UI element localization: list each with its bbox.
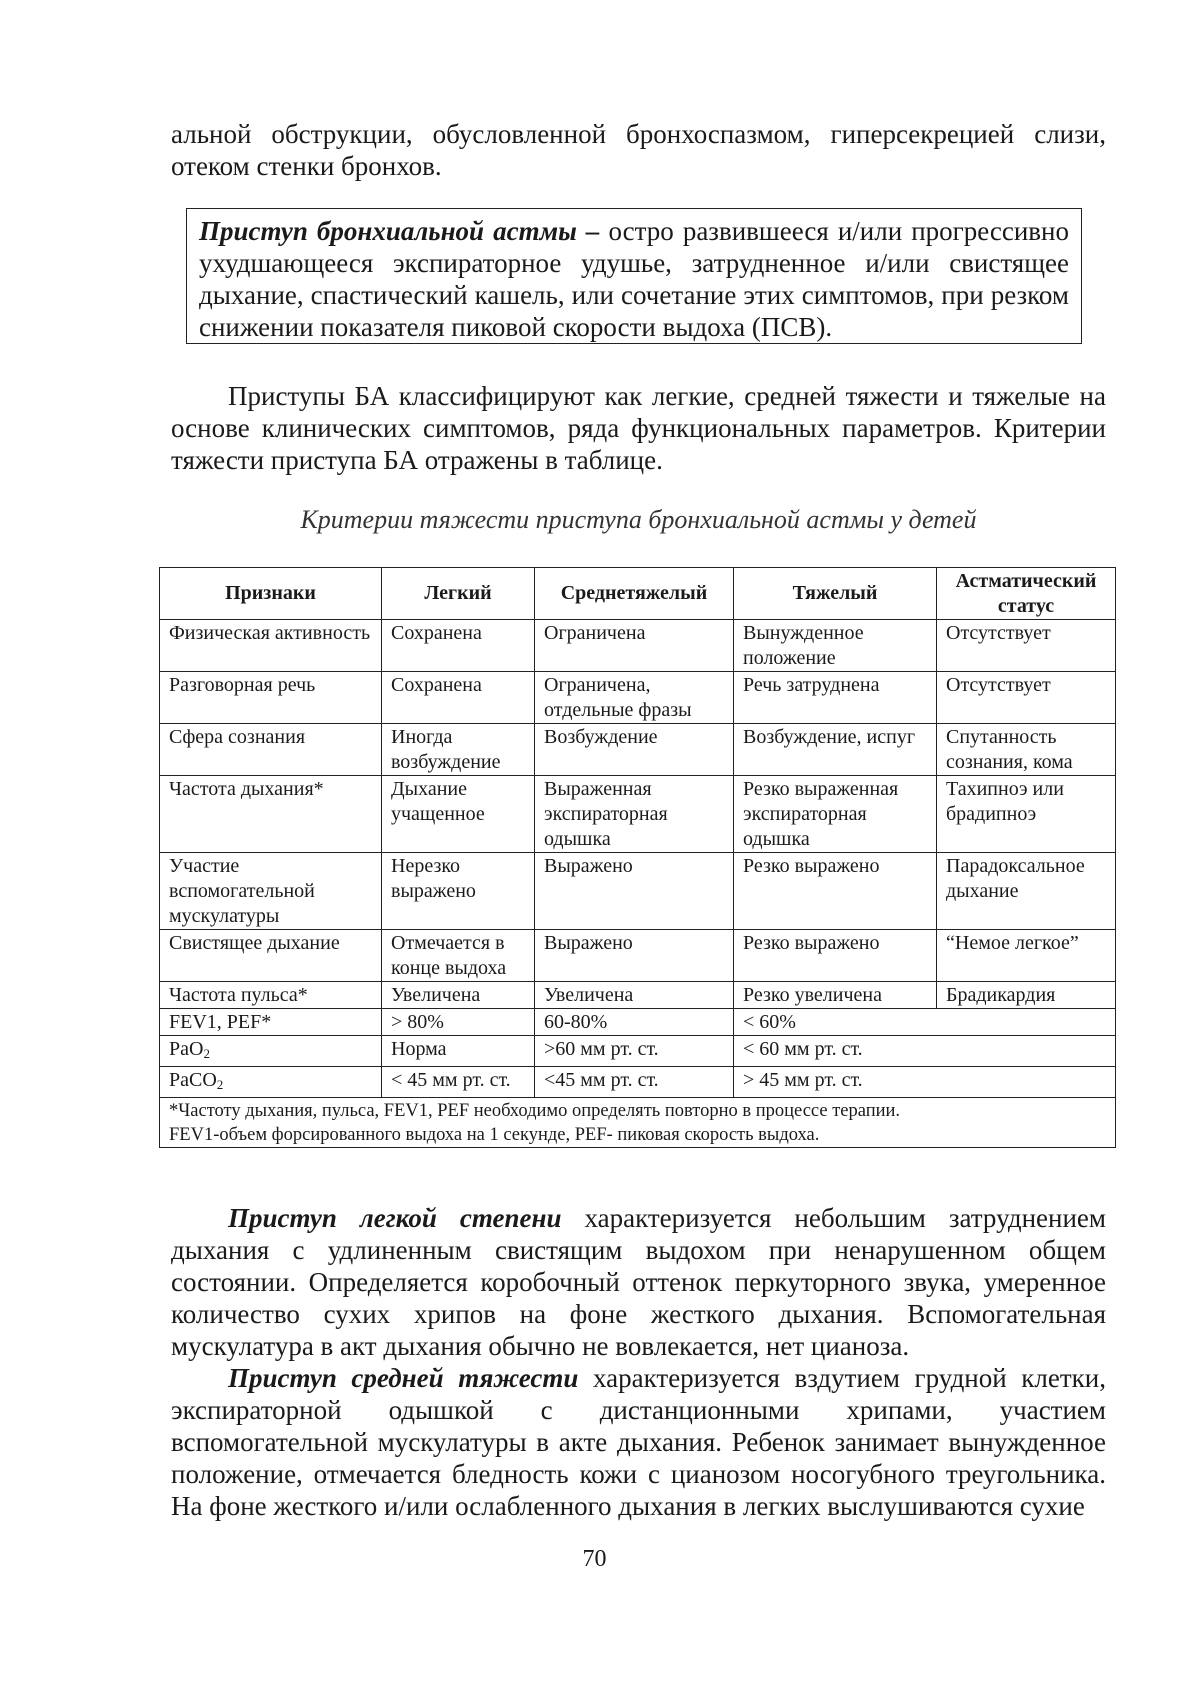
cell-moderate: 60-80%: [535, 1009, 734, 1036]
cell-mild: Дыхание учащенное: [382, 776, 535, 853]
cell-status: Отсутствует: [937, 620, 1116, 672]
cell-severe: Речь затруднена: [734, 672, 937, 724]
cell-severe: Вынужденное положение: [734, 620, 937, 672]
cell-sign: Физическая активность: [160, 620, 382, 672]
cell-sign: Сфера сознания: [160, 724, 382, 776]
cell-severe: < 60%: [734, 1009, 1116, 1036]
cell-mild: Увеличена: [382, 982, 535, 1009]
table-note-line: *Частоту дыхания, пульса, FEV1, PEF необходимо определять повторно в процессе терапии.: [169, 1101, 901, 1121]
table-note-line: FEV1-объем форсированного выдоха на 1 секунде, PEF- пиковая скорость выдоха.: [169, 1125, 820, 1145]
cell-sign: FEV1, PEF*: [160, 1009, 382, 1036]
moderate-attack-text: характеризуется вздутием грудной клетки, экспираторной одышкой с дистанционными хрипами, участием вспомогательной мускулатуры в акте дыхания. Ребенок занимает вынужденное положение, отмечается бледность кожи с цианозом носогубного треугольника. На фоне жесткого и/или ослабленного дыхания в легких выслушиваются сухие: [171, 1363, 1106, 1521]
cell-severe: Возбуждение, испуг: [734, 724, 937, 776]
cell-mild: Отмечается в конце выдоха: [382, 930, 535, 982]
cell-moderate: Возбуждение: [535, 724, 734, 776]
cell-mild: Сохранена: [382, 620, 535, 672]
cell-moderate: <45 мм рт. ст.: [535, 1067, 734, 1098]
table-row: [160, 1009, 1116, 1036]
cell-sign: Разговорная речь: [160, 672, 382, 724]
table-row: [160, 930, 1116, 982]
mild-attack-term: Приступ легкой степени: [228, 1203, 562, 1233]
header-moderate: Среднетяжелый: [535, 568, 734, 620]
cell-severe: Резко увеличена: [734, 982, 937, 1009]
cell-mild: Нерезко выражено: [382, 853, 535, 930]
table-caption: Критерии тяжести приступа бронхиальной астмы у детей: [300, 505, 977, 534]
moderate-attack-paragraph: [171, 1362, 1106, 1522]
header-severe: Тяжелый: [734, 568, 937, 620]
classification-paragraph: Приступы БА классифицируют как легкие, средней тяжести и тяжелые на основе клинических симптомов, ряда функциональных параметров. Критерии тяжести приступа БА отражены в таблице.: [171, 381, 1106, 475]
header-status: Астматический статус: [937, 568, 1116, 620]
cell-severe: Резко выраженная экспираторная одышка: [734, 776, 937, 853]
table-row: [160, 724, 1116, 776]
cell-status: Отсутствует: [937, 672, 1116, 724]
table-row: [160, 1036, 1116, 1067]
cell-moderate: Ограничена, отдельные фразы: [535, 672, 734, 724]
table-row: [160, 672, 1116, 724]
table-header-row: [160, 568, 1116, 620]
header-signs: Признаки: [160, 568, 382, 620]
table-row: [160, 1067, 1116, 1098]
cell-mild: Норма: [382, 1036, 535, 1067]
sign-main: PaCO: [169, 1069, 217, 1091]
cell-status: Спутанность сознания, кома: [937, 724, 1116, 776]
header-mild: Легкий: [382, 568, 535, 620]
cell-sign: Частота пульса*: [160, 982, 382, 1009]
table-row: [160, 853, 1116, 930]
cell-severe: Резко выражено: [734, 853, 937, 930]
cell-moderate: Ограничена: [535, 620, 734, 672]
mild-attack-paragraph: [171, 1202, 1106, 1362]
severity-criteria-table: [159, 567, 1116, 1148]
cell-severe: > 45 мм рт. ст.: [734, 1067, 1116, 1098]
cell-moderate: Увеличена: [535, 982, 734, 1009]
cell-status: Тахипноэ или брадипноэ: [937, 776, 1116, 853]
sign-subscript: 2: [216, 1077, 224, 1092]
cell-severe: Резко выражено: [734, 930, 937, 982]
cell-status: Парадоксальное дыхание: [937, 853, 1116, 930]
cell-moderate: >60 мм рт. ст.: [535, 1036, 734, 1067]
table-row: [160, 620, 1116, 672]
table-note: [160, 1098, 1116, 1148]
page-number: 70: [582, 1546, 607, 1572]
definition-term: Приступ бронхиальной астмы –: [199, 216, 600, 246]
cell-mild: Иногда возбуждение: [382, 724, 535, 776]
cell-status: “Немое легкое”: [937, 930, 1116, 982]
intro-paragraph: альной обструкции, обусловленной бронхоспазмом, гиперсекрецией слизи, отеком стенки бронхов.: [171, 119, 1106, 181]
cell-severe: < 60 мм рт. ст.: [734, 1036, 1116, 1067]
table-row: [160, 776, 1116, 853]
sign-main: PaO: [169, 1038, 204, 1060]
cell-mild: > 80%: [382, 1009, 535, 1036]
cell-status: Брадикардия: [937, 982, 1116, 1009]
cell-sign: Свистящее дыхание: [160, 930, 382, 982]
cell-sign: [160, 1036, 382, 1067]
cell-moderate: Выражено: [535, 853, 734, 930]
cell-mild: < 45 мм рт. ст.: [382, 1067, 535, 1098]
cell-sign: [160, 1067, 382, 1098]
mild-attack-text: характеризуется небольшим затруднением дыхания с удлиненным свистящим выдохом при ненарушенном общем состоянии. Определяется коробочный оттенок перкуторного звука, умеренное количество сухих хрипов на фоне жесткого дыхания. Вспомогательная мускулатура в акт дыхания обычно не вовлекается, нет цианоза.: [171, 1203, 1107, 1361]
sign-subscript: 2: [203, 1046, 210, 1061]
cell-mild: Сохранена: [382, 672, 535, 724]
cell-moderate: Выражено: [535, 930, 734, 982]
cell-sign: Участие вспомогательной мускулатуры: [160, 853, 382, 930]
table-note-row: [160, 1098, 1116, 1148]
cell-moderate: Выраженная экспираторная одышка: [535, 776, 734, 853]
cell-sign: Частота дыхания*: [160, 776, 382, 853]
definition-box: [186, 208, 1082, 344]
moderate-attack-term: Приступ средней тяжести: [228, 1363, 579, 1393]
definition-text: остро развившееся и/или прогрессивно ухудшающееся экспираторное удушье, затрудненное и/или свистящее дыхание, спастический кашель, или сочетание этих симптомов, при резком снижении показателя пиковой скорости выдоха (ПСВ).: [199, 216, 1069, 342]
table-row: [160, 982, 1116, 1009]
